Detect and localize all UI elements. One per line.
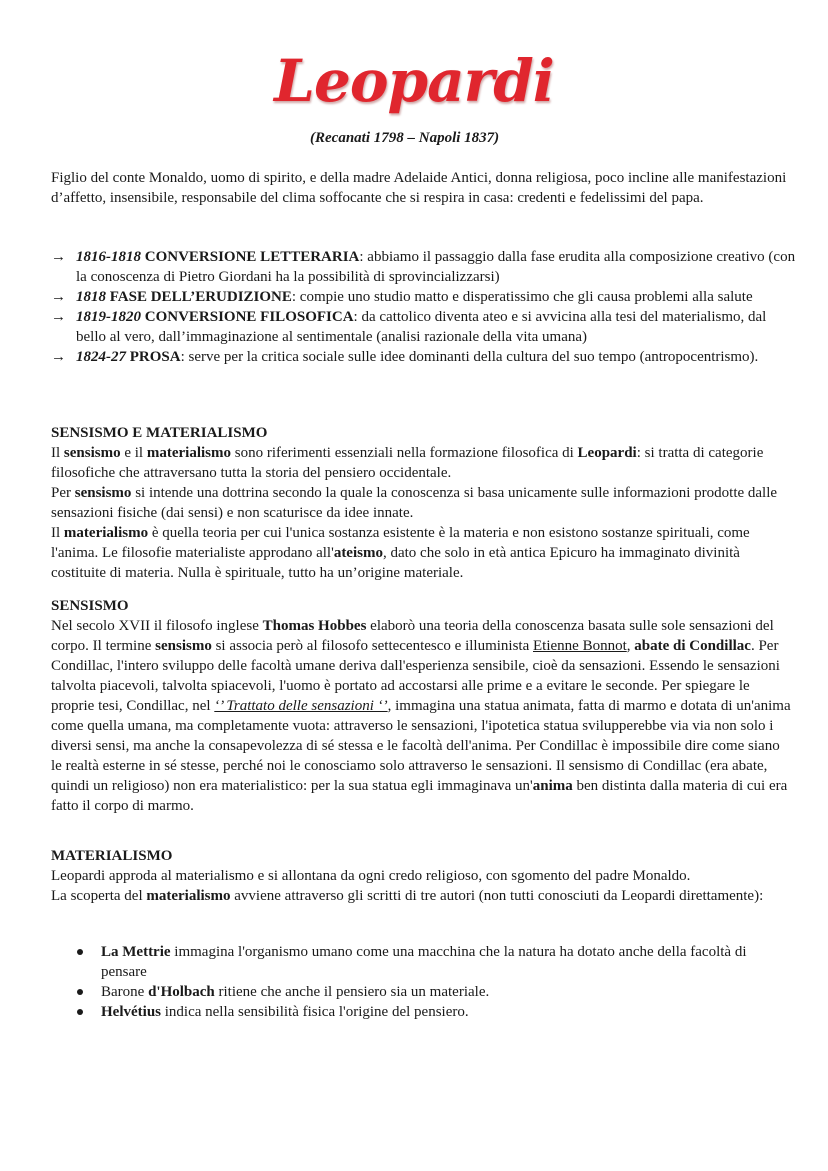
arrow-icon: →	[51, 289, 66, 305]
page-title: Leopardi	[274, 47, 554, 115]
phase-item: → 1819-1820 CONVERSIONE FILOSOFICA: da cattolico diventa ateo e si avvicina alla tesi del materialismo, dal bello al vero, dall’immaginazione al sentimentale (analisi razionale della vita umana)	[51, 309, 767, 345]
phases-list	[51, 247, 796, 367]
paragraph: Nel secolo XVII il filosofo inglese Thomas Hobbes elaborò una teoria della conoscenza basata sulle sole sensazioni del corpo. Il termine sensismo si associa però al filosofo settecentesco e illuminista Etienne Bonnot, abate di Condillac. Per Condillac, l'intero sviluppo delle facoltà umane deriva dall'esperienza sensibile, cioè da sensazioni. Essendo le sensazioni talvolta piacevoli, talvolta spiacevoli, l'uomo è portato ad accostarsi alle prime e a evitare le seconde. Per spiegare le proprie tesi, Condillac, nel ‘’ Trattato delle sensazioni ‘’, immagina una statua animata, fatta di marmo e dotata di un'anima come quella umana, ma completamente vuota: attraverso le sensazioni, l'ipotetica statua svilupperebbe via via non solo i diversi sensi, ma anche la consapevolezza di sé stessa e le facoltà dell'anima. Per Condillac è impossibile dire come siano le realtà esterne in sé stesse, perché noi le conosciamo solo attraverso le sensazioni. Il sensismo di Condillac (era abate, quindi un religioso) non era materialistico: per la sua statua egli immaginava un'anima ben distinta dalla materia di cui era fatto il corpo di marmo.	[51, 618, 791, 814]
bullet-icon	[77, 1009, 83, 1015]
section-heading: SENSISMO	[51, 598, 129, 614]
arrow-icon: →	[51, 249, 66, 265]
list-item: Helvétius indica nella sensibilità fisica l'origine del pensiero.	[51, 1002, 791, 1022]
phase-item: → 1818 FASE DELL’ERUDIZIONE: compie uno studio matto e disperatissimo che gli causa problemi alla salute	[51, 289, 753, 305]
section-sensismo	[51, 596, 791, 816]
intro-paragraph: Figlio del conte Monaldo, uomo di spirito, e della madre Adelaide Antici, donna religiosa, poco incline alle manifestazioni d’affetto, insensibile, responsabile del clima soffocante che si respira in casa: credenti e fedelissimi del papa.	[51, 170, 787, 206]
phase-item: → 1816-1818 CONVERSIONE LETTERARIA: abbiamo il passaggio dalla fase erudita alla composizione creativo (con la conoscenza di Pietro Giordani ha la possibilità di sprovincializzarsi)	[51, 249, 796, 285]
bullet-icon	[77, 949, 83, 955]
paragraph: La scoperta del materialismo avviene attraverso gli scritti di tre autori (non tutti conosciuti da Leopardi direttamente):	[51, 888, 764, 904]
link-trattato-delle-sensazioni[interactable]: ‘’ Trattato delle sensazioni ‘’	[214, 698, 388, 714]
link-etienne-bonnot[interactable]: Etienne Bonnot	[533, 638, 627, 654]
arrow-icon: →	[51, 349, 66, 365]
section-sensismo-materialismo	[51, 423, 791, 583]
list-item: La Mettrie immagina l'organismo umano come una macchina che la natura ha dotato anche della facoltà di pensare	[51, 942, 791, 982]
paragraph: Leopardi approda al materialismo e si allontana da ogni credo religioso, con sgomento del padre Monaldo.	[51, 868, 691, 884]
phase-item: → 1824-27 PROSA: serve per la critica sociale sulle idee dominanti della cultura del suo tempo (antropocentrismo).	[51, 349, 759, 365]
section-materialismo	[51, 846, 791, 906]
section-heading: MATERIALISMO	[51, 848, 173, 864]
bullet-icon	[77, 989, 83, 995]
paragraph: Il sensismo e il materialismo sono riferimenti essenziali nella formazione filosofica di Leopardi: si tratta di categorie filosofiche che attraversano tutta la storia del pensiero occidentale.	[51, 445, 764, 481]
page-subtitle: (Recanati 1798 – Napoli 1837)	[310, 130, 500, 146]
arrow-icon: →	[51, 309, 66, 325]
authors-list	[51, 942, 791, 1022]
section-heading: SENSISMO E MATERIALISMO	[51, 425, 268, 441]
list-item: Barone d'Holbach ritiene che anche il pensiero sia un materiale.	[51, 982, 791, 1002]
paragraph: Per sensismo si intende una dottrina secondo la quale la conoscenza si basa unicamente sulle informazioni prodotte dalle sensazioni fisiche (dai sensi) e non scaturisce da idee innate.	[51, 485, 778, 521]
paragraph: Il materialismo è quella teoria per cui l'unica sostanza esistente è la materia e non esistono sostanze spirituali, come l'anima. Le filosofie materialiste approdano all'ateismo, dato che solo in età antica Epicuro ha immaginato divinità costituite di materia. Nulla è spirituale, tutto ha un’origine materiale.	[51, 525, 750, 581]
